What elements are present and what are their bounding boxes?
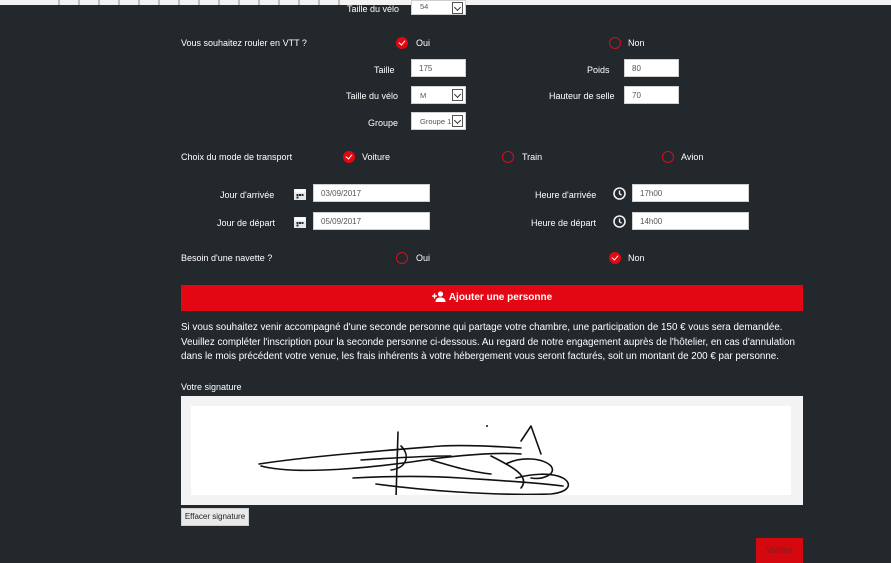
transport-avion-label: Avion — [681, 152, 704, 162]
poids-input[interactable]: 80 — [624, 59, 679, 77]
prev-bike-size-label: Taille du vélo — [347, 4, 400, 14]
transport-train-radio[interactable] — [502, 151, 514, 163]
arrival-hour-label: Heure d'arrivée — [535, 190, 597, 200]
vtt-yes-radio[interactable] — [396, 37, 408, 49]
taille-input[interactable]: 175 — [411, 59, 466, 77]
chevron-down-icon[interactable] — [452, 89, 463, 101]
saddle-height-input[interactable]: 70 — [624, 86, 679, 104]
shuttle-yes-label: Oui — [416, 253, 431, 263]
group-select[interactable] — [411, 112, 466, 130]
submit-button[interactable]: Valider — [756, 538, 803, 563]
signature-canvas[interactable] — [191, 406, 791, 495]
taille-label: Taille — [374, 65, 395, 75]
shuttle-no-label: Non — [628, 253, 645, 263]
departure-day-label: Jour de départ — [217, 218, 276, 228]
group-value: Groupe 1 — [420, 117, 452, 126]
bike-size-select[interactable] — [411, 86, 466, 104]
handwritten-signature — [191, 406, 791, 495]
departure-hour-input[interactable]: 14h00 — [632, 212, 749, 230]
calendar-icon[interactable] — [294, 188, 306, 200]
clock-icon[interactable] — [613, 187, 626, 200]
add-person-button[interactable] — [181, 285, 803, 311]
departure-day-input[interactable]: 05/09/2017 — [313, 212, 430, 230]
departure-hour-label: Heure de départ — [531, 218, 597, 228]
vtt-yes-label: Oui — [416, 38, 431, 48]
vtt-question: Vous souhaitez rouler en VTT ? — [181, 38, 307, 48]
shuttle-yes-radio[interactable] — [396, 252, 408, 264]
poids-label: Poids — [587, 65, 610, 75]
transport-voiture-radio[interactable] — [343, 151, 355, 163]
companion-info-text: Si vous souhaitez venir accompagné d'une seconde personne qui partage votre chambre, une participation de 150 € vous sera demandée. Veuillez compléter l'inscription pour la seconde personne ci-dessous. Au regard de notre engagement auprès de l'hôtelier, en cas d'annulation dans le mois précédent votre venue, les frais inhérents à votre hébergement vous seront facturés, soit un montant de 200 € par personne. — [181, 322, 795, 363]
shuttle-question: Besoin d'une navette ? — [181, 253, 273, 263]
group-label: Groupe — [368, 118, 399, 128]
bike-size-value: M — [420, 91, 427, 100]
signature-pad[interactable] — [181, 396, 803, 505]
prev-bike-size-select[interactable] — [411, 0, 466, 15]
bike-size-label: Taille du vélo — [346, 91, 399, 101]
clear-signature-button[interactable]: Effacer signature — [181, 508, 249, 526]
arrival-day-input[interactable]: 03/09/2017 — [313, 184, 430, 202]
signature-label: Votre signature — [181, 382, 242, 392]
arrival-hour-input[interactable]: 17h00 — [632, 184, 749, 202]
add-person-label: Ajouter une personne — [448, 292, 553, 303]
prev-bike-size-value: 54 — [420, 2, 429, 11]
vtt-no-radio[interactable] — [609, 37, 621, 49]
clock-icon[interactable] — [613, 215, 626, 228]
saddle-height-label: Hauteur de selle — [549, 91, 615, 101]
add-user-icon — [432, 291, 446, 302]
chevron-down-icon[interactable] — [452, 2, 463, 14]
chevron-down-icon[interactable] — [452, 115, 463, 127]
transport-train-label: Train — [522, 152, 543, 162]
shuttle-no-radio[interactable] — [609, 252, 621, 264]
arrival-day-label: Jour d'arrivée — [220, 190, 275, 200]
transport-question: Choix du mode de transport — [181, 152, 293, 162]
calendar-icon[interactable] — [294, 216, 306, 228]
vtt-no-label: Non — [628, 38, 645, 48]
transport-avion-radio[interactable] — [662, 151, 674, 163]
transport-voiture-label: Voiture — [362, 152, 391, 162]
